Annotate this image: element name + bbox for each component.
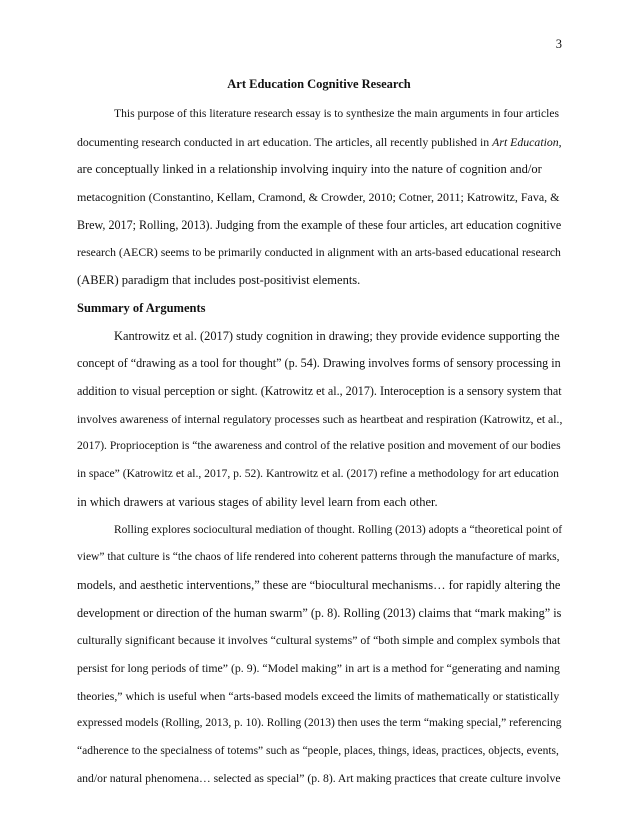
body-text-line: metacognition (Constantino, Kellam, Cramond, & Crowder, 2010; Cotner, 2011; Katrowitz, Fava, & xyxy=(77,190,560,205)
body-text-line: culturally significant because it involves “cultural systems” of “both simple and complex symbols that xyxy=(77,633,561,648)
body-text-line: Kantrowitz et al. (2017) study cognition in drawing; they provide evidence supporting the xyxy=(114,328,560,343)
body-text-line: in space” (Katrowitz et al., 2017, p. 52). Kantrowitz et al. (2017) refine a methodology for art education xyxy=(77,467,559,481)
body-text-line: models, and aesthetic interventions,” these are “biocultural mechanisms… for rapidly altering the xyxy=(77,577,561,592)
body-text-line: persist for long periods of time” (p. 9). “Model making” in art is a method for “generating and naming xyxy=(77,661,560,675)
body-text-line: involves awareness of internal regulatory processes such as heartbeat and respiration (Katrowitz, et al., xyxy=(77,411,563,426)
body-text-line: Rolling explores sociocultural mediation of thought. Rolling (2013) adopts a “theoretical point of xyxy=(114,523,563,536)
page-number: 3 xyxy=(555,37,562,51)
body-text-line: concept of “drawing as a tool for thought” (p. 54). Drawing involves forms of sensory processing in xyxy=(77,356,561,371)
body-text-line: This purpose of this literature research essay is to synthesize the main arguments in four articles xyxy=(114,107,560,120)
body-text-line: addition to visual perception or sight. (Katrowitz et al., 2017). Interoception is a sensory system that xyxy=(77,384,562,398)
body-text-line: development or direction of the human swarm” (p. 8). Rolling (2013) claims that “mark making” is xyxy=(77,605,562,620)
document-title: Art Education Cognitive Research xyxy=(227,77,411,91)
body-text-line: (ABER) paradigm that includes post-positivist elements. xyxy=(77,273,361,288)
body-text-line: “adherence to the specialness of totems” such as “people, places, things, ideas, practices, objects, events, xyxy=(77,745,559,758)
body-text-line: theories,” which is useful when “arts-based models exceed the limits of mathematically or statistically xyxy=(77,688,560,703)
body-text-line: research (AECR) seems to be primarily conducted in alignment with an arts-based educational research xyxy=(77,245,561,259)
body-text-line: Brew, 2017; Rolling, 2013). Judging from the example of these four articles, art education cognitive xyxy=(77,217,562,232)
body-text-line: in which drawers at various stages of ability level learn from each other. xyxy=(77,494,438,509)
body-text-line: view” that culture is “the chaos of life rendered into coherent patterns through the manufacture of marks, xyxy=(77,551,560,564)
body-text-line: and/or natural phenomena… selected as special” (p. 8). Art making practices that create culture involve xyxy=(77,771,561,785)
section-heading: Summary of Arguments xyxy=(77,300,206,315)
body-text-line: 2017). Proprioception is “the awareness and control of the relative position and movement of our bodies xyxy=(77,439,561,453)
body-text-line: are conceptually linked in a relationship involving inquiry into the nature of cognition and/or xyxy=(77,162,542,177)
body-text-line: documenting research conducted in art education. The articles, all recently published in Art Education, xyxy=(77,134,562,149)
body-text-line: expressed models (Rolling, 2013, p. 10). Rolling (2013) then uses the term “making special,” referencing xyxy=(77,717,562,730)
